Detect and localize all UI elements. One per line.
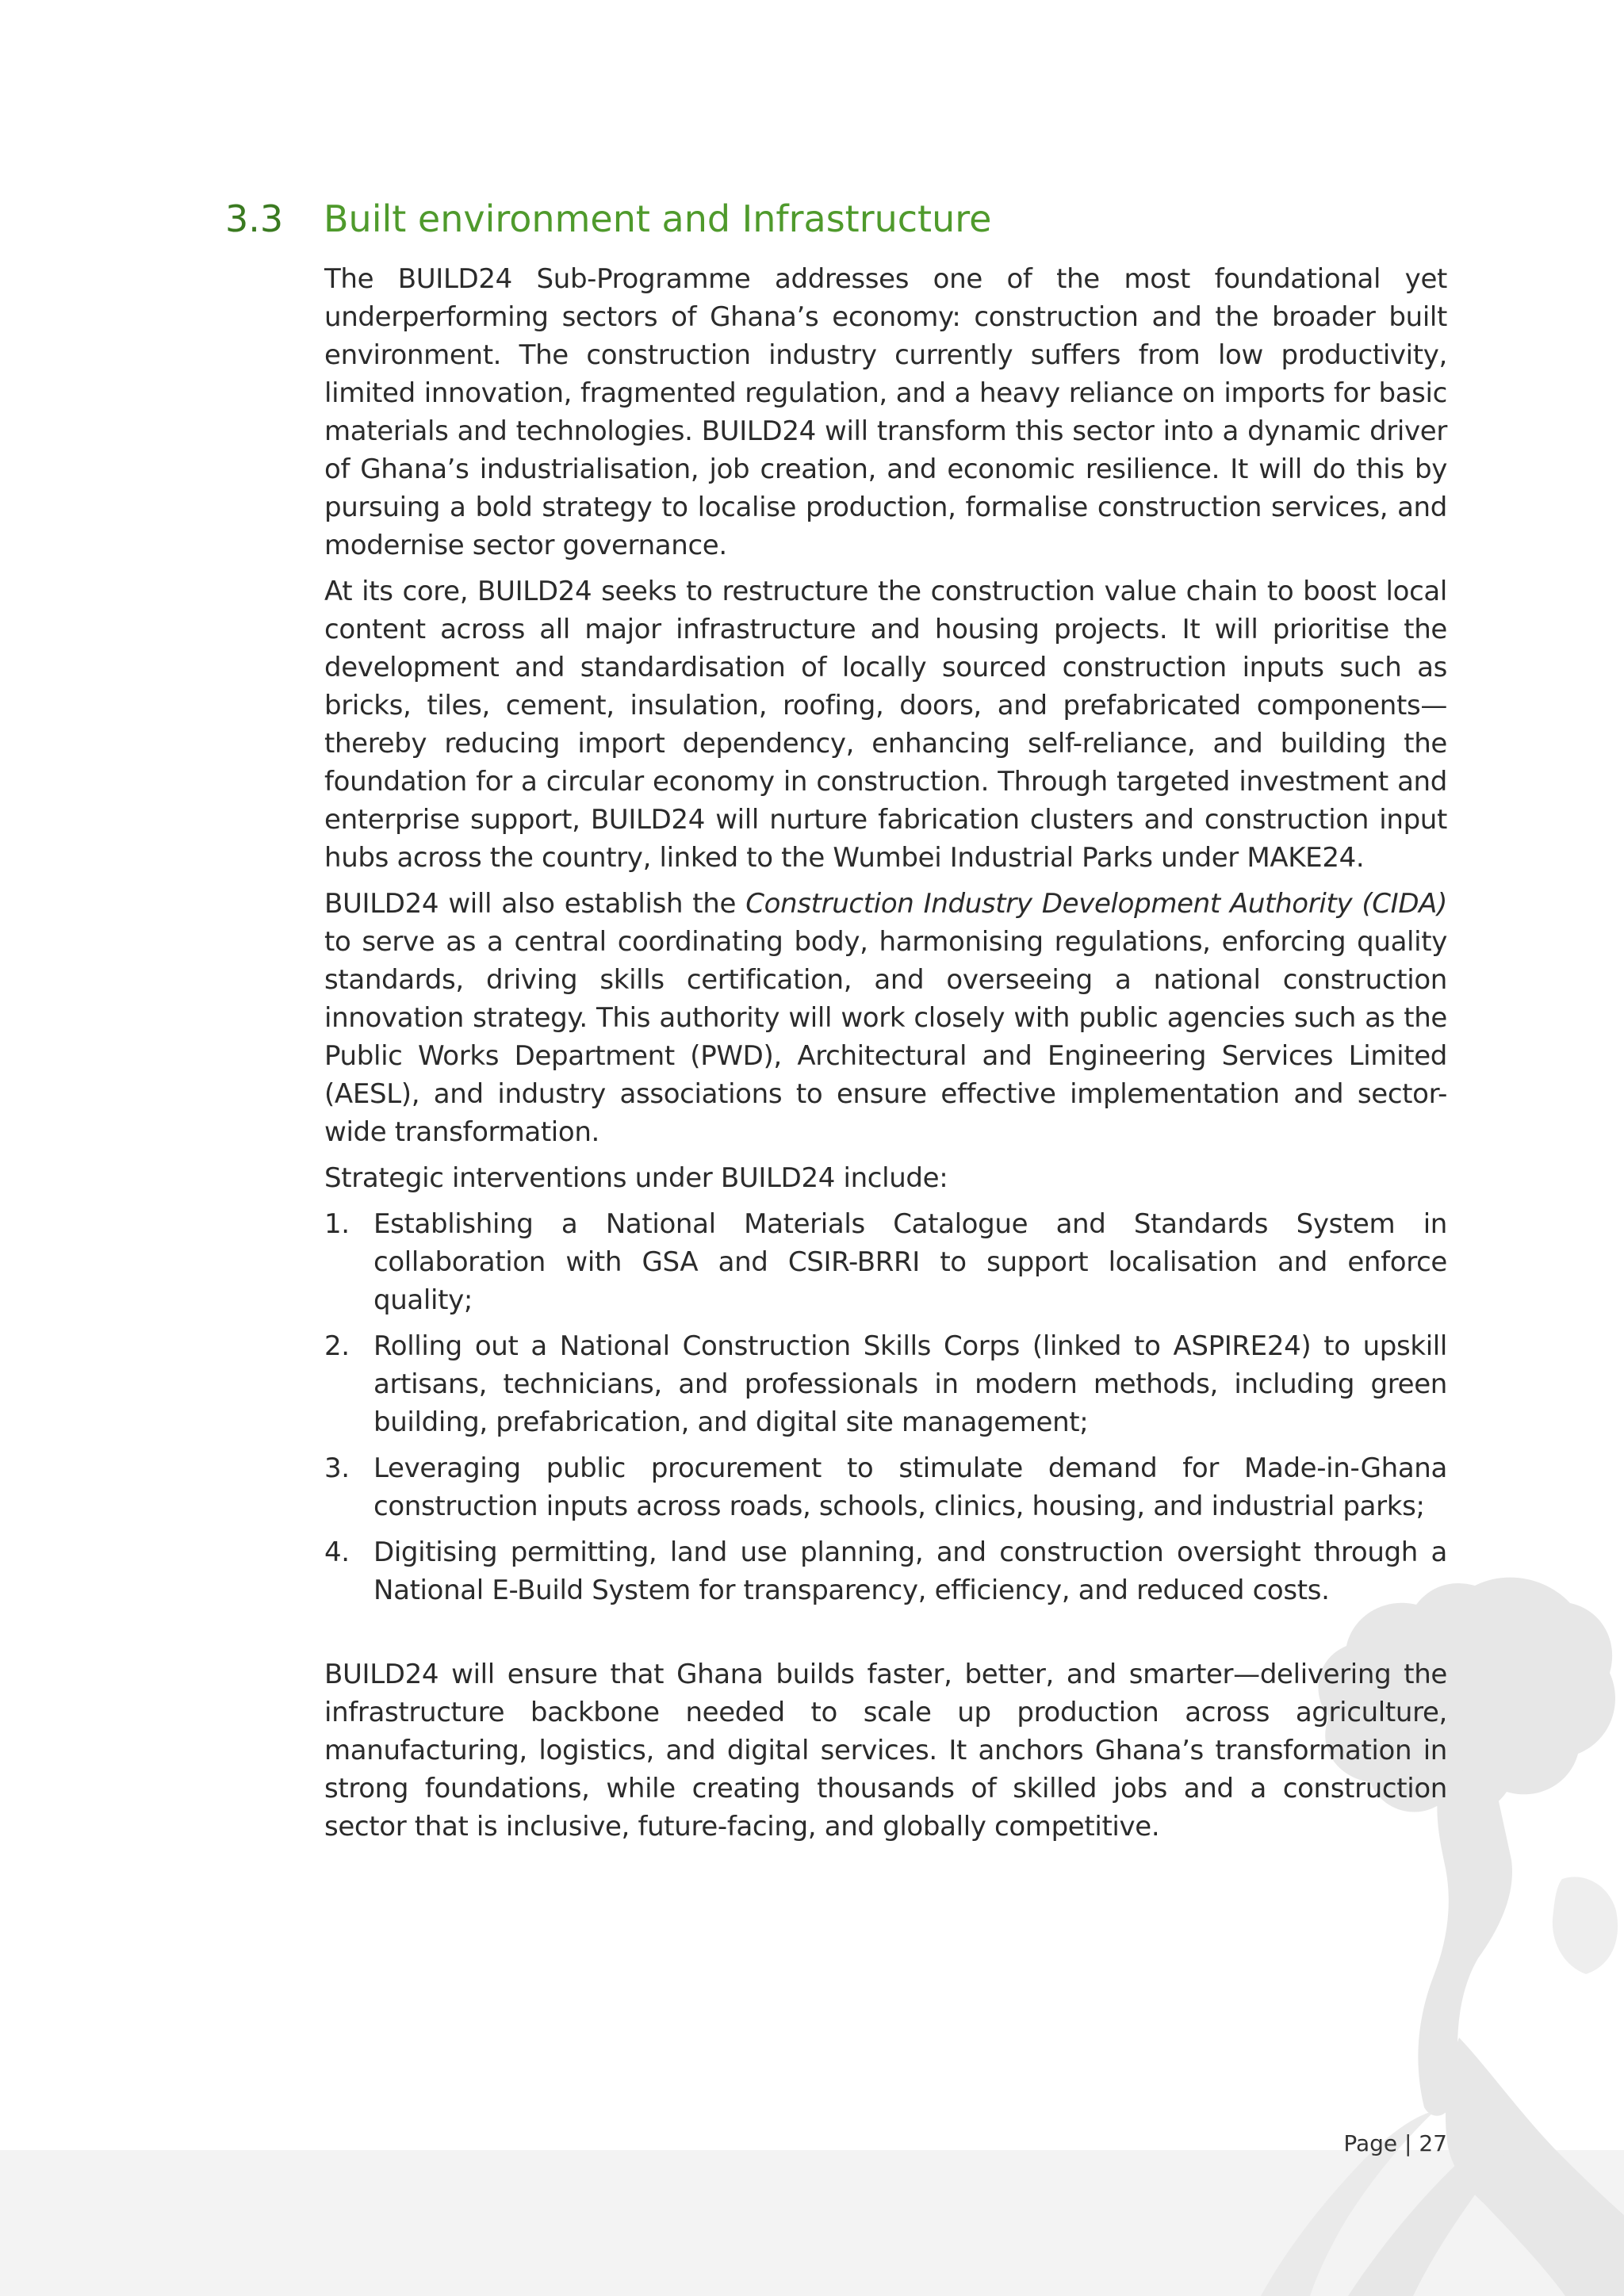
paragraph-cida <box>324 885 1447 1151</box>
list-item <box>324 1449 1447 1525</box>
list-item-text: Establishing a National Materials Catalogue and Standards System in collaboration with GSA and CSIR-BRRI to support localisation and enforce quality; <box>373 1208 1447 1316</box>
list-item-text: Digitising permitting, land use planning, and construction oversight through a National E-Build System for transparency, efficiency, and reduced costs. <box>373 1536 1447 1606</box>
page-number <box>1324 2125 1447 2163</box>
paragraph-conclusion: BUILD24 will ensure that Ghana builds faster, better, and smarter—delivering the infrastructure backbone needed to scale up production across agriculture, manufacturing, logistics, and digital services. It anchors Ghana’s transformation in strong foundations, while creating thousands of skilled jobs and a construction sector that is inclusive, future-facing, and globally competitive. <box>324 1659 1447 1843</box>
list-marker: 1. <box>324 1208 350 1240</box>
list-marker: 2. <box>324 1330 350 1362</box>
section-title: Built environment and Infrastructure <box>324 197 992 240</box>
list-item-text: Leveraging public procurement to stimulate demand for Made-in-Ghana construction inputs across roads, schools, clinics, housing, and industrial parks; <box>373 1452 1447 1522</box>
section-body <box>324 260 1447 1854</box>
section-number: 3.3 <box>225 197 284 240</box>
list-item <box>324 1327 1447 1441</box>
list-item <box>324 1533 1447 1609</box>
section-header <box>225 190 1446 247</box>
paragraph-overview: The BUILD24 Sub-Programme addresses one of the most foundational yet underperforming sectors of Ghana’s economy: construction and the broader built environment. The construction industry currently suffers from low productivity, limited innovation, fragmented regulation, and a heavy reliance on imports for basic materials and technologies. BUILD24 will transform this sector into a dynamic driver of Ghana’s industrialisation, job creation, and economic resilience. It will do this by pursuing a bold strategy to localise production, formalise construction services, and modernise sector governance. <box>324 263 1447 561</box>
interventions-list <box>324 1205 1447 1609</box>
paragraph-cida-lead: BUILD24 will also establish the <box>324 888 746 920</box>
list-intro: Strategic interventions under BUILD24 include: <box>324 1162 948 1194</box>
list-item-text: Rolling out a National Construction Skills Corps (linked to ASPIRE24) to upskill artisans, technicians, and professionals in modern methods, including green building, prefabrication, and digital site management; <box>373 1330 1447 1438</box>
page-number-value: 27 <box>1419 2130 1447 2156</box>
paragraph-value-chain: At its core, BUILD24 seeks to restructure the construction value chain to boost local content across all major infrastructure and housing projects. It will prioritise the development and standardisation of locally sourced construction inputs such as bricks, tiles, cement, insulation, roofing, doors, and prefabricated components—thereby reducing import dependency, enhancing self-reliance, and building the foundation for a circular economy in construction. Through targeted investment and enterprise support, BUILD24 will nurture fabrication clusters and construction input hubs across the country, linked to the Wumbei Industrial Parks under MAKE24. <box>324 576 1447 874</box>
cida-name: Construction Industry Development Authority (CIDA) <box>745 888 1447 920</box>
list-marker: 4. <box>324 1536 350 1568</box>
list-marker: 3. <box>324 1452 350 1484</box>
page-separator: | <box>1404 2130 1412 2156</box>
page-label: Page <box>1343 2130 1398 2156</box>
list-item <box>324 1205 1447 1319</box>
paragraph-cida-rest: to serve as a central coordinating body, harmonising regulations, enforcing quality standards, driving skills certification, and overseeing a national construction innovation strategy. This authority will work closely with public agencies such as the Public Works Department (PWD), Architectural and Engineering Services Limited (AESL), and industry associations to ensure effective implementation and sector-wide transformation. <box>324 926 1447 1148</box>
